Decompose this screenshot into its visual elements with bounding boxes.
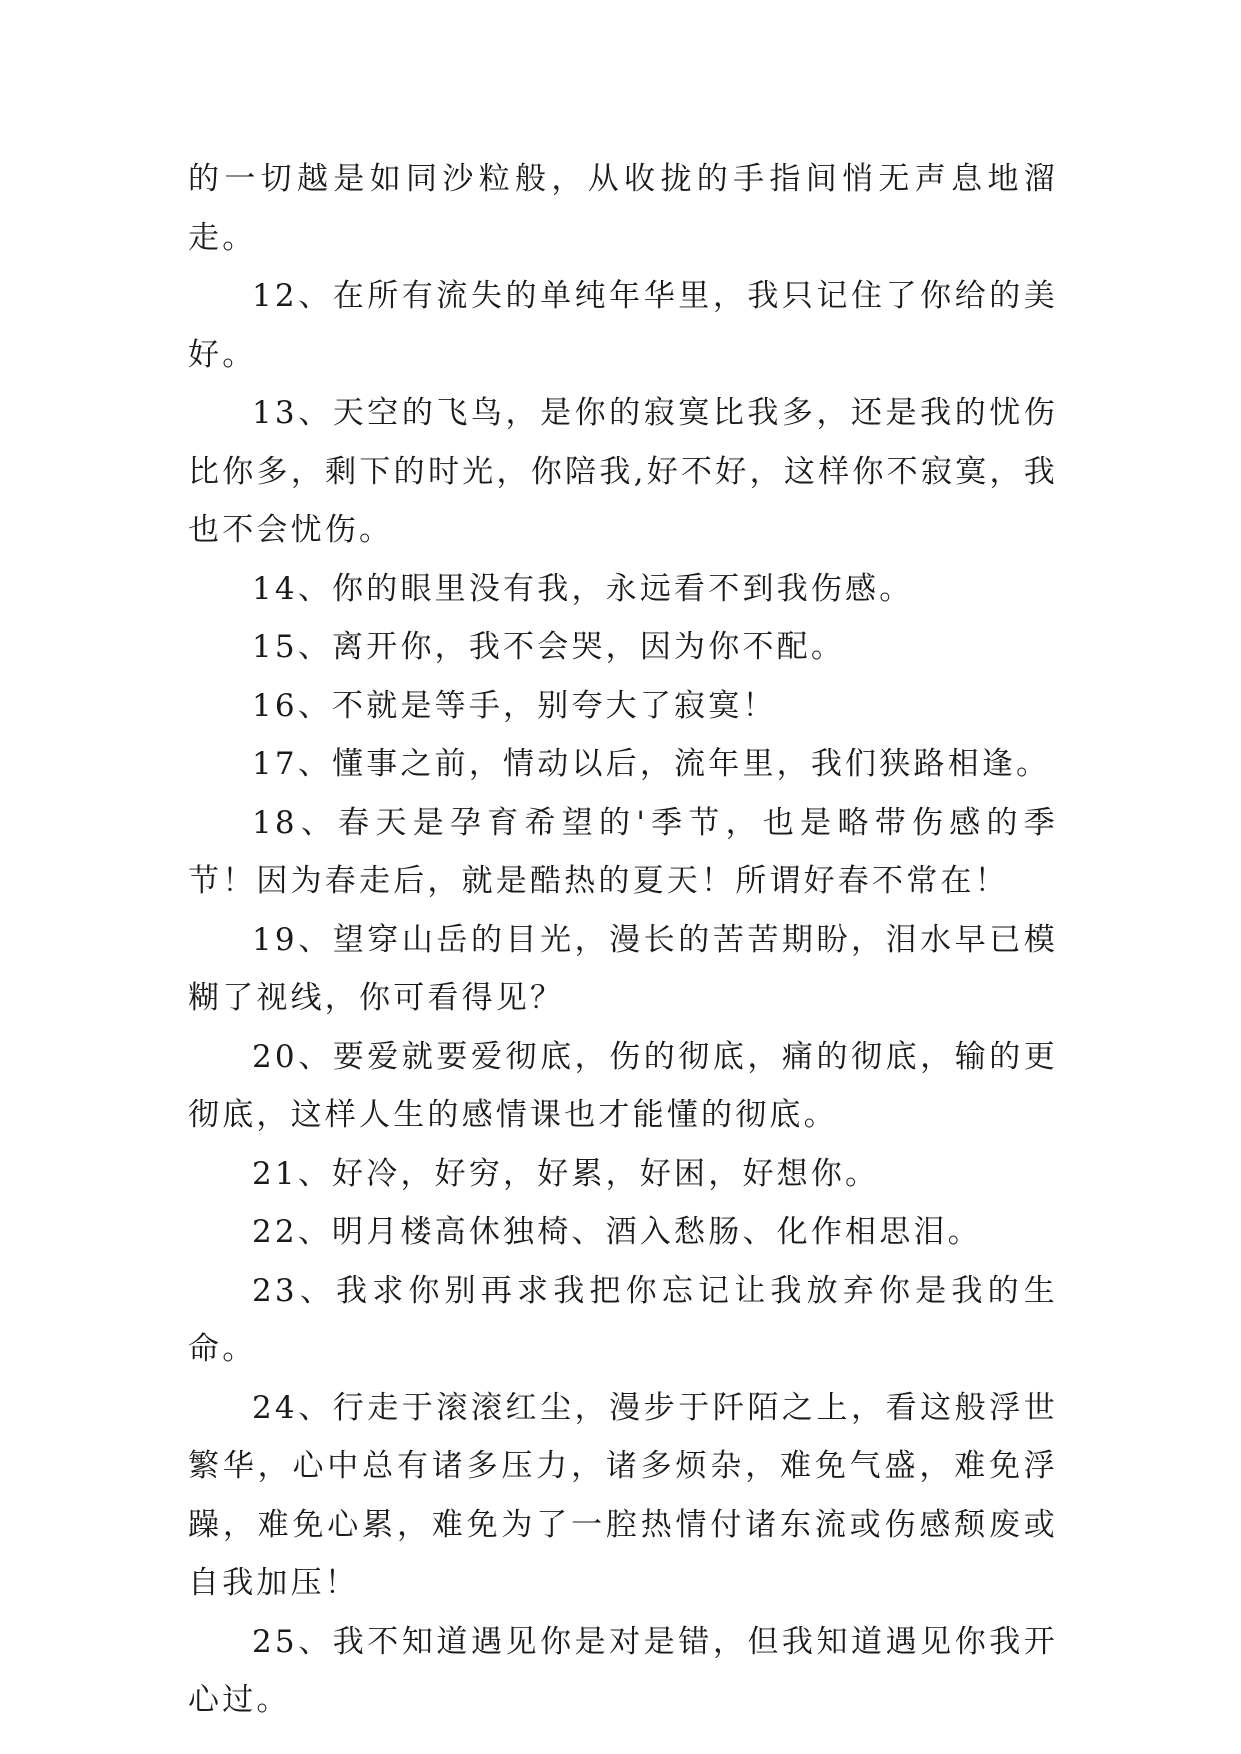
paragraph-item-15: 15、离开你，我不会哭，因为你不配。 [252,629,846,665]
paragraph-item-22: 22、明月楼高休独椅、酒入愁肠、化作相思泪。 [252,1214,982,1250]
paragraph-item-14: 14、你的眼里没有我，永远看不到我伤感。 [252,570,914,607]
paragraph-item-21: 21、好冷，好穷，好累，好困，好想你。 [252,1155,880,1192]
paragraph-item-23: 23、我求你别再求我把你忘记让我放弃你是我的生命。 [188,1272,1058,1367]
document-body [188,150,1058,1730]
paragraph-item-20: 20、要爱就要爱彻底，伤的彻底，痛的彻底，输的更彻底，这样人生的感情课也才能懂的彻底。 [188,1038,1058,1133]
paragraph-item-16: 16、不就是等手，别夸大了寂寞！ [252,687,777,724]
paragraph-item-12: 12、在所有流失的单纯年华里，我只记住了你给的美好。 [188,278,1058,373]
paragraph-item-13: 13、天空的飞鸟，是你的寂寞比我多，还是我的忧伤比你多，剩下的时光，你陪我,好不好，这样你不寂寞，我也不会忧伤。 [188,395,1058,548]
paragraph-item-19: 19、望穿山岳的目光，漫长的苦苦期盼，泪水早已模糊了视线，你可看得见？ [188,921,1058,1016]
paragraph-item-18: 18、春天是孕育希望的'季节，也是略带伤感的季节！因为春走后，就是酷热的夏天！所谓好春不常在！ [188,804,1058,899]
paragraph-continuation: 的一切越是如同沙粒般，从收拢的手指间悄无声息地溜走。 [188,161,1058,256]
paragraph-item-17: 17、懂事之前，情动以后，流年里，我们狭路相逢。 [252,746,1051,782]
paragraph-item-25: 25、我不知道遇见你是对是错，但我知道遇见你我开心过。 [188,1623,1058,1718]
paragraph-item-24: 24、行走于滚滚红尘，漫步于阡陌之上，看这般浮世繁华，心中总有诸多压力，诸多烦杂，难免气盛，难免浮躁，难免心累，难免为了一腔热情付诸东流或伤感颓废或自我加压！ [188,1389,1058,1601]
